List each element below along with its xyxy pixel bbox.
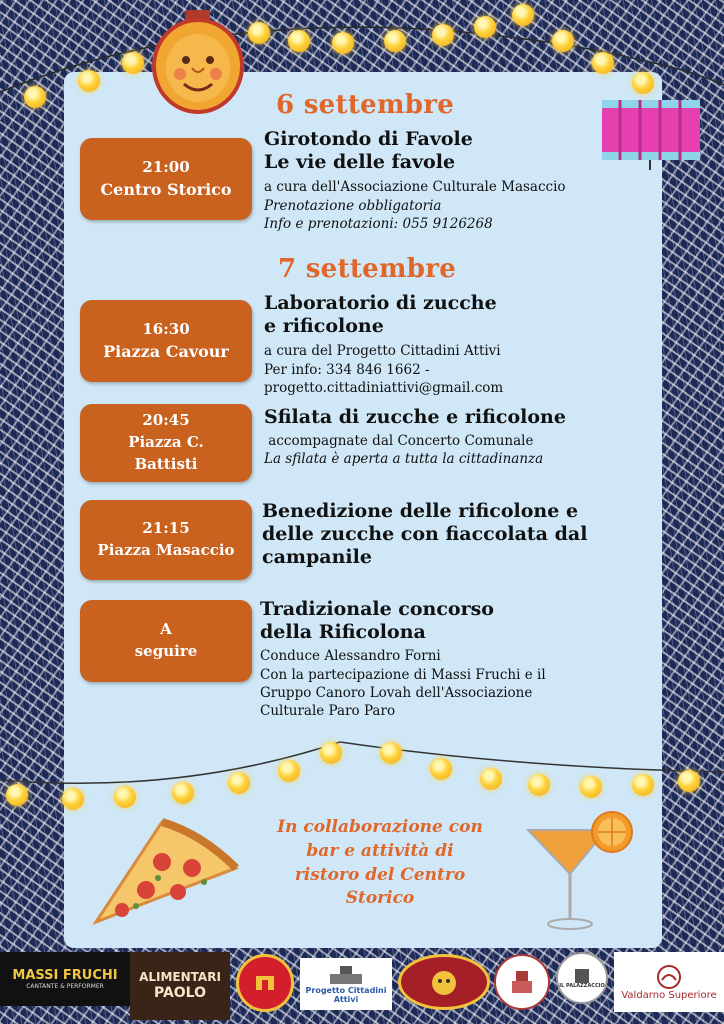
bar-emblem-icon	[250, 968, 280, 998]
light-bulb	[6, 784, 28, 806]
light-bulb	[62, 788, 84, 810]
collaboration-line: In collaborazione con	[277, 817, 483, 837]
town-hall-icon	[326, 964, 366, 986]
event-line: La sfilata è aperta a tutta la cittadinanza	[264, 451, 544, 468]
badge-time: 20:45	[142, 411, 190, 430]
event-line: Per info: 334 846 1662 -	[264, 361, 430, 378]
collaboration-note	[240, 816, 520, 911]
light-bulb	[430, 758, 452, 780]
light-bulb	[480, 768, 502, 790]
valdarno-emblem-icon	[656, 964, 682, 990]
badge-place: Centro Storico	[100, 180, 232, 200]
event-title: Le vie delle favole	[264, 151, 456, 174]
light-bulb	[172, 782, 194, 804]
pizza-slice-illustration	[92, 816, 242, 928]
sponsor-alimentari-paolo-logo	[130, 952, 230, 1020]
sponsor-progetto-logo	[300, 958, 392, 1010]
light-bulb	[580, 776, 602, 798]
badge-place: Piazza Cavour	[103, 342, 229, 362]
event-line: a cura dell'Associazione Culturale Masaccio	[264, 179, 566, 196]
collaboration-line: bar e attività di	[306, 840, 454, 861]
collaboration-line: ristoro del Centro	[294, 864, 466, 885]
event-line: accompagnate dal Concerto Comunale	[264, 433, 534, 450]
event-title: della Rificolona	[260, 621, 426, 644]
light-bulb	[228, 772, 250, 794]
time-badge	[80, 500, 252, 580]
time-badge	[80, 600, 252, 682]
light-bulb	[380, 742, 402, 764]
time-badge	[80, 404, 252, 482]
event-line: Culturale Paro Paro	[260, 703, 396, 719]
badge-place: Piazza Masaccio	[97, 541, 235, 559]
event-line: Conduce Alessandro Forni	[260, 648, 441, 665]
event-title: delle zucche con fiaccolata dal	[262, 523, 588, 546]
light-bulb	[320, 742, 342, 764]
sun-lantern-illustration	[152, 10, 244, 114]
sponsor-alimentari-line: PAOLO	[153, 984, 207, 1001]
event-title: Tradizionale concorso	[260, 598, 494, 620]
event-benedizione	[262, 500, 654, 570]
light-bulb	[678, 770, 700, 792]
event-line: Con la partecipazione di Massi Fruchi e il	[260, 666, 546, 683]
event-title: e rificolone	[264, 315, 384, 338]
light-bulb	[592, 52, 614, 74]
event-title: campanile	[262, 546, 372, 569]
time-badge	[80, 138, 252, 220]
event-title: Laboratorio di zucche	[264, 292, 497, 314]
light-bulb	[288, 30, 310, 52]
cocktail-illustration	[520, 810, 640, 938]
sponsor-massi-fruchi-sub: CANTANTE & PERFORMER	[26, 983, 104, 990]
day-2-title: 7 settembre	[278, 254, 457, 284]
event-title: Girotondo di Favole	[264, 128, 473, 150]
event-sfilata	[264, 406, 654, 469]
event-girotondo	[264, 128, 644, 233]
badge-time: 21:00	[142, 157, 190, 176]
light-bulb	[528, 774, 550, 796]
light-bulb	[332, 32, 354, 54]
sponsor-restaurant-logo	[398, 954, 490, 1010]
badge-time: 21:15	[142, 519, 190, 538]
sponsor-strip	[0, 948, 724, 1024]
sponsor-valdarno-logo	[614, 952, 724, 1012]
badge-time: A	[160, 620, 172, 639]
light-bulb	[24, 86, 46, 108]
sponsor-bar-badge-logo	[236, 954, 294, 1012]
sponsor-crest-logo	[494, 954, 550, 1010]
sponsor-alimentari-line: ALIMENTARI	[139, 970, 221, 985]
light-bulb	[114, 786, 136, 808]
light-bulb	[278, 760, 300, 782]
sponsor-valdarno-name: Valdarno Superiore	[621, 989, 717, 1001]
badge-place: Battisti	[134, 454, 198, 473]
light-bulb	[512, 4, 534, 26]
light-bulb	[632, 774, 654, 796]
event-title: Sfilata di zucche e rificolone	[264, 406, 566, 428]
light-bulb	[248, 22, 270, 44]
light-bulb	[78, 70, 100, 92]
sponsor-palazzaccio-logo	[556, 952, 608, 1004]
sponsor-progetto-name: Progetto Cittadini Attivi	[305, 986, 387, 1004]
time-badge	[80, 300, 252, 382]
badge-place: Piazza C.	[128, 433, 204, 452]
sponsor-massi-fruchi-logo	[0, 952, 130, 1006]
event-laboratorio	[264, 292, 644, 397]
light-bulb	[474, 16, 496, 38]
event-concorso	[260, 598, 650, 720]
light-bulb	[552, 30, 574, 52]
event-line: Gruppo Canoro Lovah dell'Associazione	[260, 684, 533, 701]
sponsor-massi-fruchi-name: MASSI FRUCHI	[12, 968, 118, 983]
bottom-light-string	[0, 720, 724, 820]
day-1-title: 6 settembre	[276, 90, 455, 120]
event-line: Info e prenotazioni: 055 9126268	[264, 215, 493, 232]
badge-time: seguire	[134, 642, 198, 660]
event-line: a cura del Progetto Cittadini Attivi	[264, 343, 501, 360]
event-title: Benedizione delle rificolone e	[262, 500, 579, 522]
event-line: progetto.cittadiniattivi@gmail.com	[264, 379, 504, 396]
palace-icon	[571, 967, 593, 983]
collaboration-line: Storico	[345, 888, 415, 909]
light-bulb	[632, 72, 654, 94]
badge-time: 16:30	[142, 319, 190, 338]
tower-crest-icon	[508, 967, 536, 997]
light-bulb	[384, 30, 406, 52]
light-bulb	[122, 52, 144, 74]
chef-face-icon	[426, 967, 462, 997]
sponsor-palazzaccio-name: IL PALAZZACCIO	[559, 983, 605, 989]
event-line: Prenotazione obbligatoria	[264, 197, 442, 214]
light-bulb	[432, 24, 454, 46]
